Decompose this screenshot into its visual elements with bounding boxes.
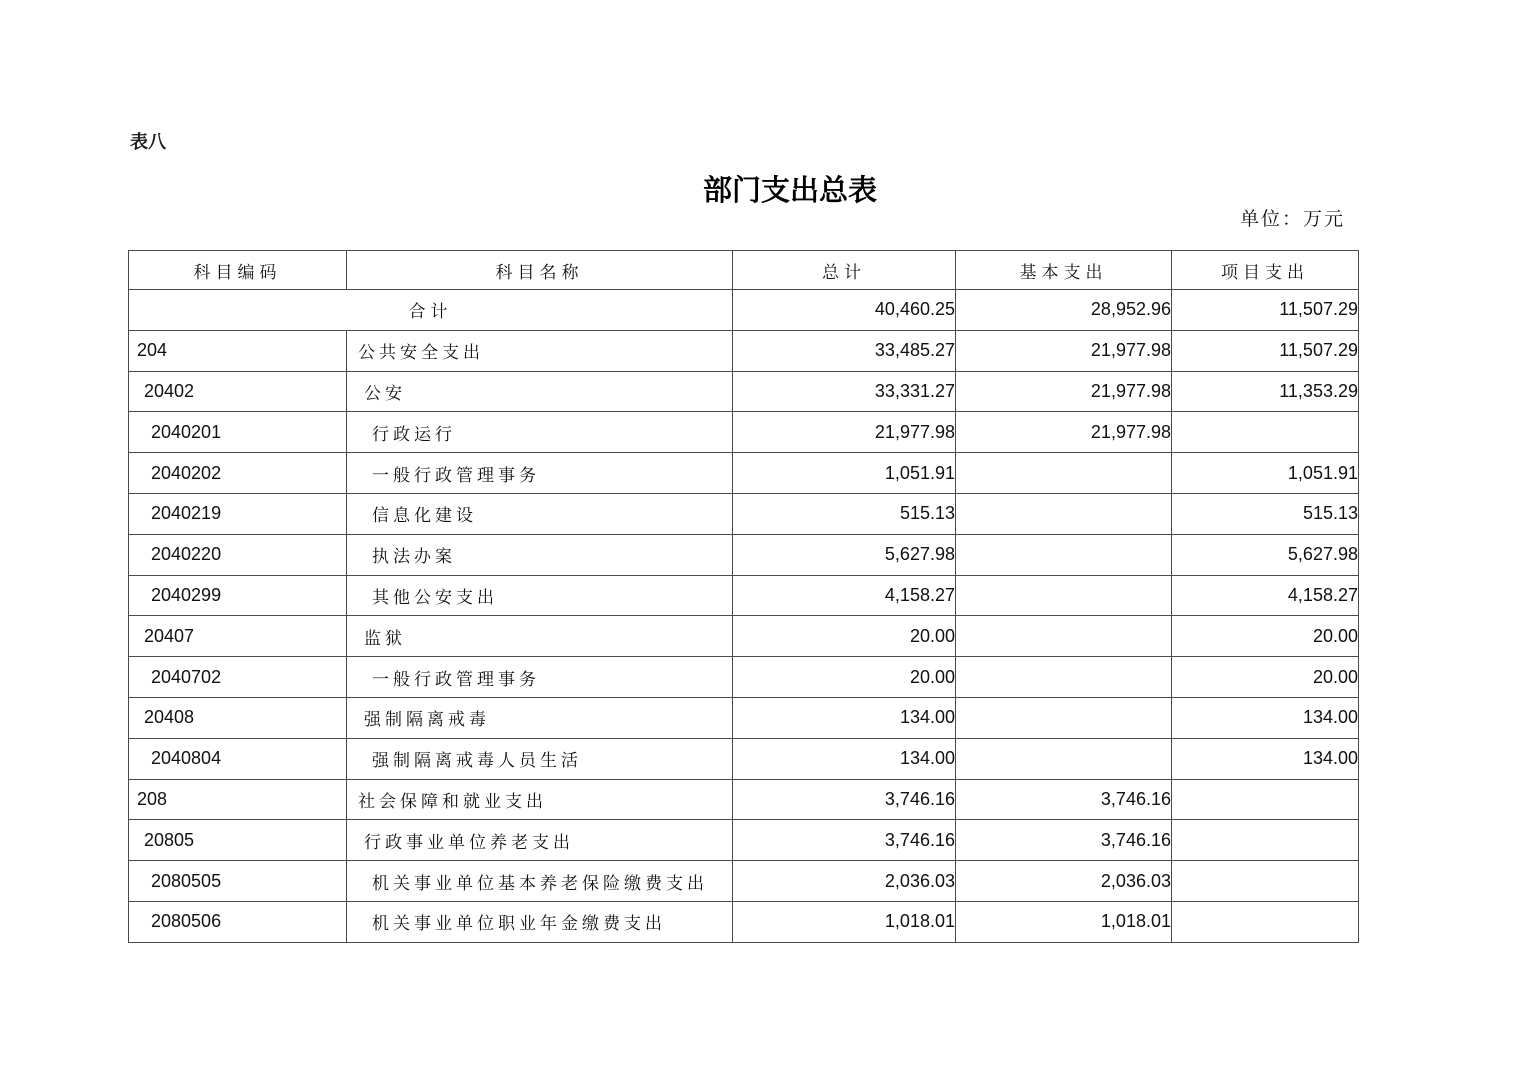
grand-total-basic: 28,952.96 (956, 290, 1172, 331)
subject-code-cell: 20402 (129, 371, 347, 412)
subject-name-cell: 一般行政管理事务 (347, 453, 733, 494)
subject-code-cell: 2040219 (129, 493, 347, 534)
project-value-cell (1172, 412, 1359, 453)
total-value-cell: 2,036.03 (733, 861, 956, 902)
column-header-subject-name: 科目名称 (347, 251, 733, 290)
project-value-cell: 20.00 (1172, 616, 1359, 657)
subject-code-cell: 2080506 (129, 901, 347, 942)
total-value-cell: 21,977.98 (733, 412, 956, 453)
table-row (129, 371, 1359, 412)
project-value-cell: 134.00 (1172, 738, 1359, 779)
total-value-cell: 20.00 (733, 616, 956, 657)
subject-code-cell: 208 (129, 779, 347, 820)
table-row (129, 493, 1359, 534)
table-row (129, 412, 1359, 453)
total-value-cell: 3,746.16 (733, 779, 956, 820)
subject-name-cell: 公安 (347, 371, 733, 412)
basic-value-cell (956, 616, 1172, 657)
project-value-cell (1172, 820, 1359, 861)
total-value-cell: 515.13 (733, 493, 956, 534)
table-header (129, 251, 1359, 290)
basic-value-cell: 21,977.98 (956, 412, 1172, 453)
project-value-cell: 20.00 (1172, 657, 1359, 698)
total-value-cell: 1,051.91 (733, 453, 956, 494)
project-value-cell: 1,051.91 (1172, 453, 1359, 494)
subject-name-cell: 机关事业单位基本养老保险缴费支出 (347, 861, 733, 902)
total-value-cell: 20.00 (733, 657, 956, 698)
basic-value-cell (956, 657, 1172, 698)
subject-code-cell: 2040702 (129, 657, 347, 698)
total-value-cell: 134.00 (733, 738, 956, 779)
expenditure-table (128, 250, 1359, 943)
subject-code-cell: 2040201 (129, 412, 347, 453)
subject-name-cell: 行政事业单位养老支出 (347, 820, 733, 861)
project-value-cell: 4,158.27 (1172, 575, 1359, 616)
subject-name-cell: 强制隔离戒毒人员生活 (347, 738, 733, 779)
basic-value-cell: 1,018.01 (956, 901, 1172, 942)
basic-value-cell: 3,746.16 (956, 779, 1172, 820)
subject-name-cell: 机关事业单位职业年金缴费支出 (347, 901, 733, 942)
total-value-cell: 1,018.01 (733, 901, 956, 942)
basic-value-cell: 3,746.16 (956, 820, 1172, 861)
project-value-cell: 11,353.29 (1172, 371, 1359, 412)
subject-code-cell: 204 (129, 330, 347, 371)
subject-code-cell: 20805 (129, 820, 347, 861)
table-body (129, 290, 1359, 943)
basic-value-cell (956, 575, 1172, 616)
subject-name-cell: 公共安全支出 (347, 330, 733, 371)
subject-name-cell: 其他公安支出 (347, 575, 733, 616)
column-header-basic: 基本支出 (956, 251, 1172, 290)
basic-value-cell (956, 738, 1172, 779)
unit-label: 单位：万元 (1239, 209, 1345, 230)
subject-code-cell: 20408 (129, 697, 347, 738)
subject-name-cell: 社会保障和就业支出 (347, 779, 733, 820)
basic-value-cell: 21,977.98 (956, 371, 1172, 412)
total-value-cell: 33,331.27 (733, 371, 956, 412)
table-row (129, 697, 1359, 738)
total-value-cell: 134.00 (733, 697, 956, 738)
basic-value-cell (956, 534, 1172, 575)
table-row (129, 861, 1359, 902)
grand-total-total: 40,460.25 (733, 290, 956, 331)
total-value-cell: 5,627.98 (733, 534, 956, 575)
total-value-cell: 33,485.27 (733, 330, 956, 371)
basic-value-cell (956, 493, 1172, 534)
grand-total-label: 合计 (129, 290, 733, 331)
table-row (129, 738, 1359, 779)
subject-name-cell: 一般行政管理事务 (347, 657, 733, 698)
column-header-subject-code: 科目编码 (129, 251, 347, 290)
subject-code-cell: 2080505 (129, 861, 347, 902)
total-value-cell: 4,158.27 (733, 575, 956, 616)
project-value-cell (1172, 901, 1359, 942)
table-row (129, 657, 1359, 698)
column-header-total: 总计 (733, 251, 956, 290)
table-row (129, 575, 1359, 616)
page-title: 部门支出总表 (702, 175, 877, 207)
table-row (129, 901, 1359, 942)
project-value-cell: 11,507.29 (1172, 330, 1359, 371)
total-value-cell: 3,746.16 (733, 820, 956, 861)
project-value-cell: 5,627.98 (1172, 534, 1359, 575)
basic-value-cell (956, 453, 1172, 494)
basic-value-cell (956, 697, 1172, 738)
table-row (129, 534, 1359, 575)
subject-name-cell: 监狱 (347, 616, 733, 657)
subject-code-cell: 2040202 (129, 453, 347, 494)
grand-total-project: 11,507.29 (1172, 290, 1359, 331)
subject-code-cell: 2040299 (129, 575, 347, 616)
subject-code-cell: 2040804 (129, 738, 347, 779)
basic-value-cell: 21,977.98 (956, 330, 1172, 371)
header-row (129, 251, 1359, 290)
project-value-cell (1172, 861, 1359, 902)
table-row (129, 779, 1359, 820)
subject-name-cell: 执法办案 (347, 534, 733, 575)
subject-code-cell: 20407 (129, 616, 347, 657)
basic-value-cell: 2,036.03 (956, 861, 1172, 902)
table-row (129, 820, 1359, 861)
subject-name-cell: 行政运行 (347, 412, 733, 453)
table-number-tag: 表八 (130, 132, 166, 152)
column-header-project: 项目支出 (1172, 251, 1359, 290)
subject-name-cell: 强制隔离戒毒 (347, 697, 733, 738)
subject-code-cell: 2040220 (129, 534, 347, 575)
project-value-cell: 515.13 (1172, 493, 1359, 534)
subject-name-cell: 信息化建设 (347, 493, 733, 534)
table-row (129, 330, 1359, 371)
project-value-cell: 134.00 (1172, 697, 1359, 738)
table-row (129, 453, 1359, 494)
project-value-cell (1172, 779, 1359, 820)
grand-total-row (129, 290, 1359, 331)
table-row (129, 616, 1359, 657)
